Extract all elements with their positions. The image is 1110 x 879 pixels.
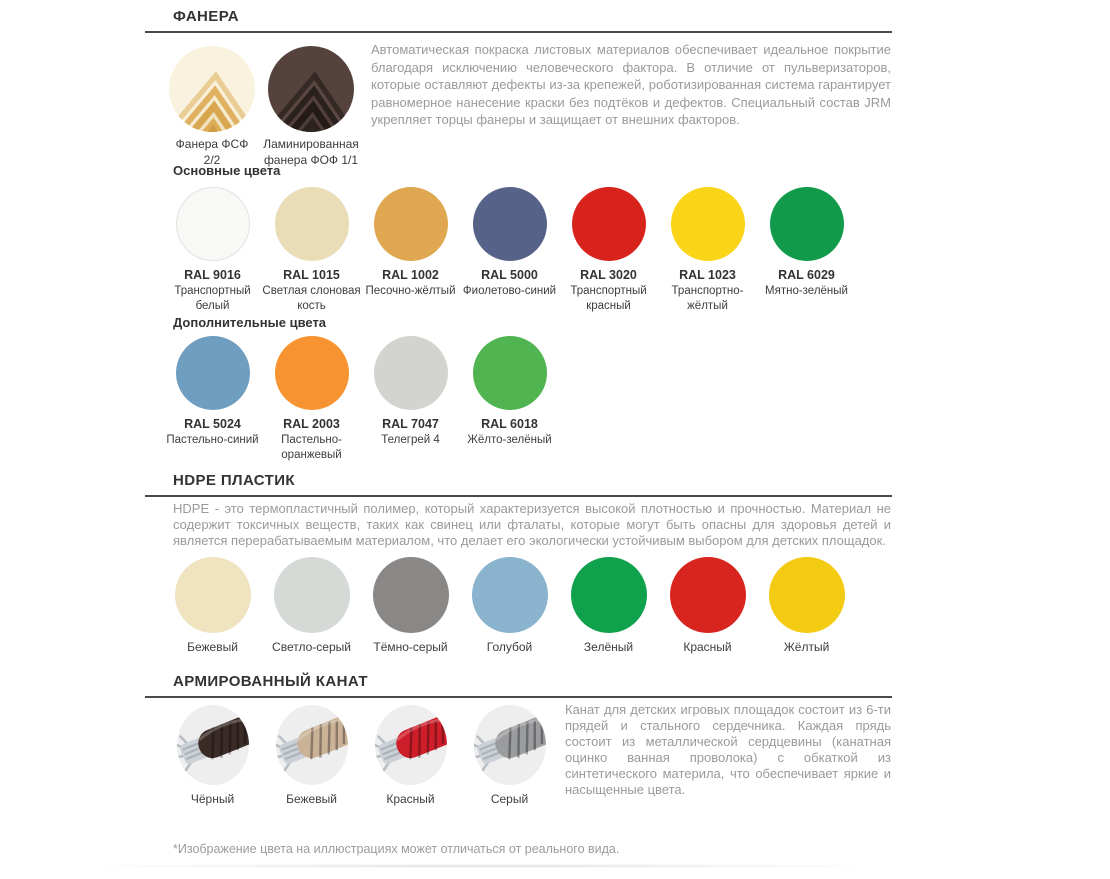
color-circle [374,187,448,261]
color-swatch [262,557,361,654]
color-swatch [262,187,361,314]
color-circle [769,557,845,633]
color-circle [275,187,349,261]
rope-photo [375,705,447,785]
color-name: Бежевый [187,640,238,654]
color-swatch [361,557,460,654]
color-swatch [163,187,262,314]
rope-swatch [262,705,361,806]
rope-description: Канат для детских игровых площадок состоит из 6-ти прядей и стального сердечника. Каждая прядь состоит из металлической сердцевины (канатная оцинко ванная проволока) с обкаткой из синтетического материла, что обеспечивает яркие и насыщенные цвета. [565,702,891,797]
color-name: Транспортно-жёлтый [671,285,744,312]
ral-code: RAL 1015 [283,268,340,282]
rope-colors-row [163,705,559,806]
color-name: Жёлто-зелёный [467,434,552,446]
hdpe-description: HDPE - это термопластичный полимер, который характеризуется высокой плотностью и прочностью. Материал не содержит токсичных веществ, таких как свинец или фталаты, которые могут быть опасны для здоровья детей и является перерабатываемым материалом, что делает его экологически устойчивым выбором для детских площадок. [173,501,891,548]
color-circle [472,557,548,633]
color-name: Тёмно-серый [373,640,448,654]
rope-photo [177,705,249,785]
color-name: Светлая слоновая кость [262,285,361,312]
plywood-rule [145,31,892,33]
color-name: Зелёный [583,640,634,654]
color-name: Песочно-жёлтый [365,285,456,297]
color-name: Транспортный красный [570,285,647,312]
rope-color-name: Красный [386,792,435,806]
rope-rule [145,696,892,698]
color-name: Телегрей 4 [381,434,440,446]
extra-colors-row [163,336,559,463]
plywood-light-image [169,46,255,132]
color-circle [572,187,646,261]
plywood-light-caption: Фанера ФСФ 2/2 [175,137,249,167]
color-name: Транспортный белый [174,285,251,312]
color-circle [176,187,250,261]
color-swatch [163,557,262,654]
hdpe-rule [145,495,892,497]
color-swatch [658,187,757,314]
color-circle [770,187,844,261]
color-name: Красный [683,640,732,654]
color-swatch [163,336,262,463]
color-swatch [757,557,856,654]
color-name: Пастельно-синий [166,434,259,446]
hdpe-colors-row [163,557,856,654]
ral-code: RAL 6029 [778,268,835,282]
color-swatch [757,187,856,314]
color-name: Голубой [486,640,533,654]
plywood-section-title: ФАНЕРА [173,8,240,25]
plywood-light-illustration [169,46,255,132]
rope-color-name: Бежевый [286,792,337,806]
color-swatch [559,557,658,654]
ral-code: RAL 9016 [184,268,241,282]
color-circle [274,557,350,633]
color-circle [473,187,547,261]
extra-colors-title: Дополнительные цвета [173,315,327,330]
rope-illustration [375,705,447,785]
color-name: Жёлтый [783,640,830,654]
color-circle [473,336,547,410]
plywood-dark-caption: Ламинированная фанера ФОФ 1/1 [263,137,359,167]
hdpe-section-title: HDPE ПЛАСТИК [173,472,295,489]
rope-swatch [163,705,262,806]
rope-swatch [460,705,559,806]
color-circle [175,557,251,633]
rope-illustration [177,705,249,785]
rope-photo [276,705,348,785]
plywood-dark-image [268,46,354,132]
color-name: Светло-серый [272,640,351,654]
color-name: Мятно-зелёный [765,285,848,297]
ral-code: RAL 1023 [679,268,736,282]
color-circle [176,336,250,410]
color-swatch [361,187,460,314]
rope-photo [474,705,546,785]
color-swatch [460,336,559,463]
ral-code: RAL 2003 [283,417,340,431]
ral-code: RAL 5024 [184,417,241,431]
main-colors-title: Основные цвета [173,163,281,178]
color-name: Фиолетово-синий [462,285,557,297]
ral-code: RAL 5000 [481,268,538,282]
color-circle [373,557,449,633]
color-disclaimer: *Изображение цвета на иллюстрациях может отличаться от реального вида. [173,842,620,856]
rope-swatch [361,705,460,806]
plywood-description: Автоматическая покраска листовых материалов обеспечивает идеальное покрытие благодаря исключению человеческого фактора. В отличие от пульверизаторов, которые оставляют дефекты из-за крепежей, роботизированная система гарантирует равномерное нанесение краски без подтёков и дефектов. Специальный состав JRM укрепляет торцы фанеры и защищает от внешних факторов. [371,42,891,127]
color-circle [571,557,647,633]
rope-section-title: АРМИРОВАННЫЙ КАНАТ [173,673,368,690]
color-swatch [658,557,757,654]
color-swatch [361,336,460,463]
rope-illustration [276,705,348,785]
color-circle [275,336,349,410]
color-circle [670,557,746,633]
color-swatch [559,187,658,314]
color-circle [374,336,448,410]
ral-code: RAL 3020 [580,268,637,282]
rope-illustration [474,705,546,785]
color-swatch [460,557,559,654]
ral-code: RAL 7047 [382,417,439,431]
main-colors-row [163,187,856,314]
plywood-dark-illustration [268,46,354,132]
color-swatch [262,336,361,463]
color-swatch [460,187,559,314]
page-bottom-shadow [95,864,870,868]
rope-color-name: Чёрный [190,792,235,806]
color-circle [671,187,745,261]
rope-color-name: Серый [490,792,529,806]
ral-code: RAL 6018 [481,417,538,431]
color-name: Пастельно-оранжевый [281,434,342,461]
ral-code: RAL 1002 [382,268,439,282]
